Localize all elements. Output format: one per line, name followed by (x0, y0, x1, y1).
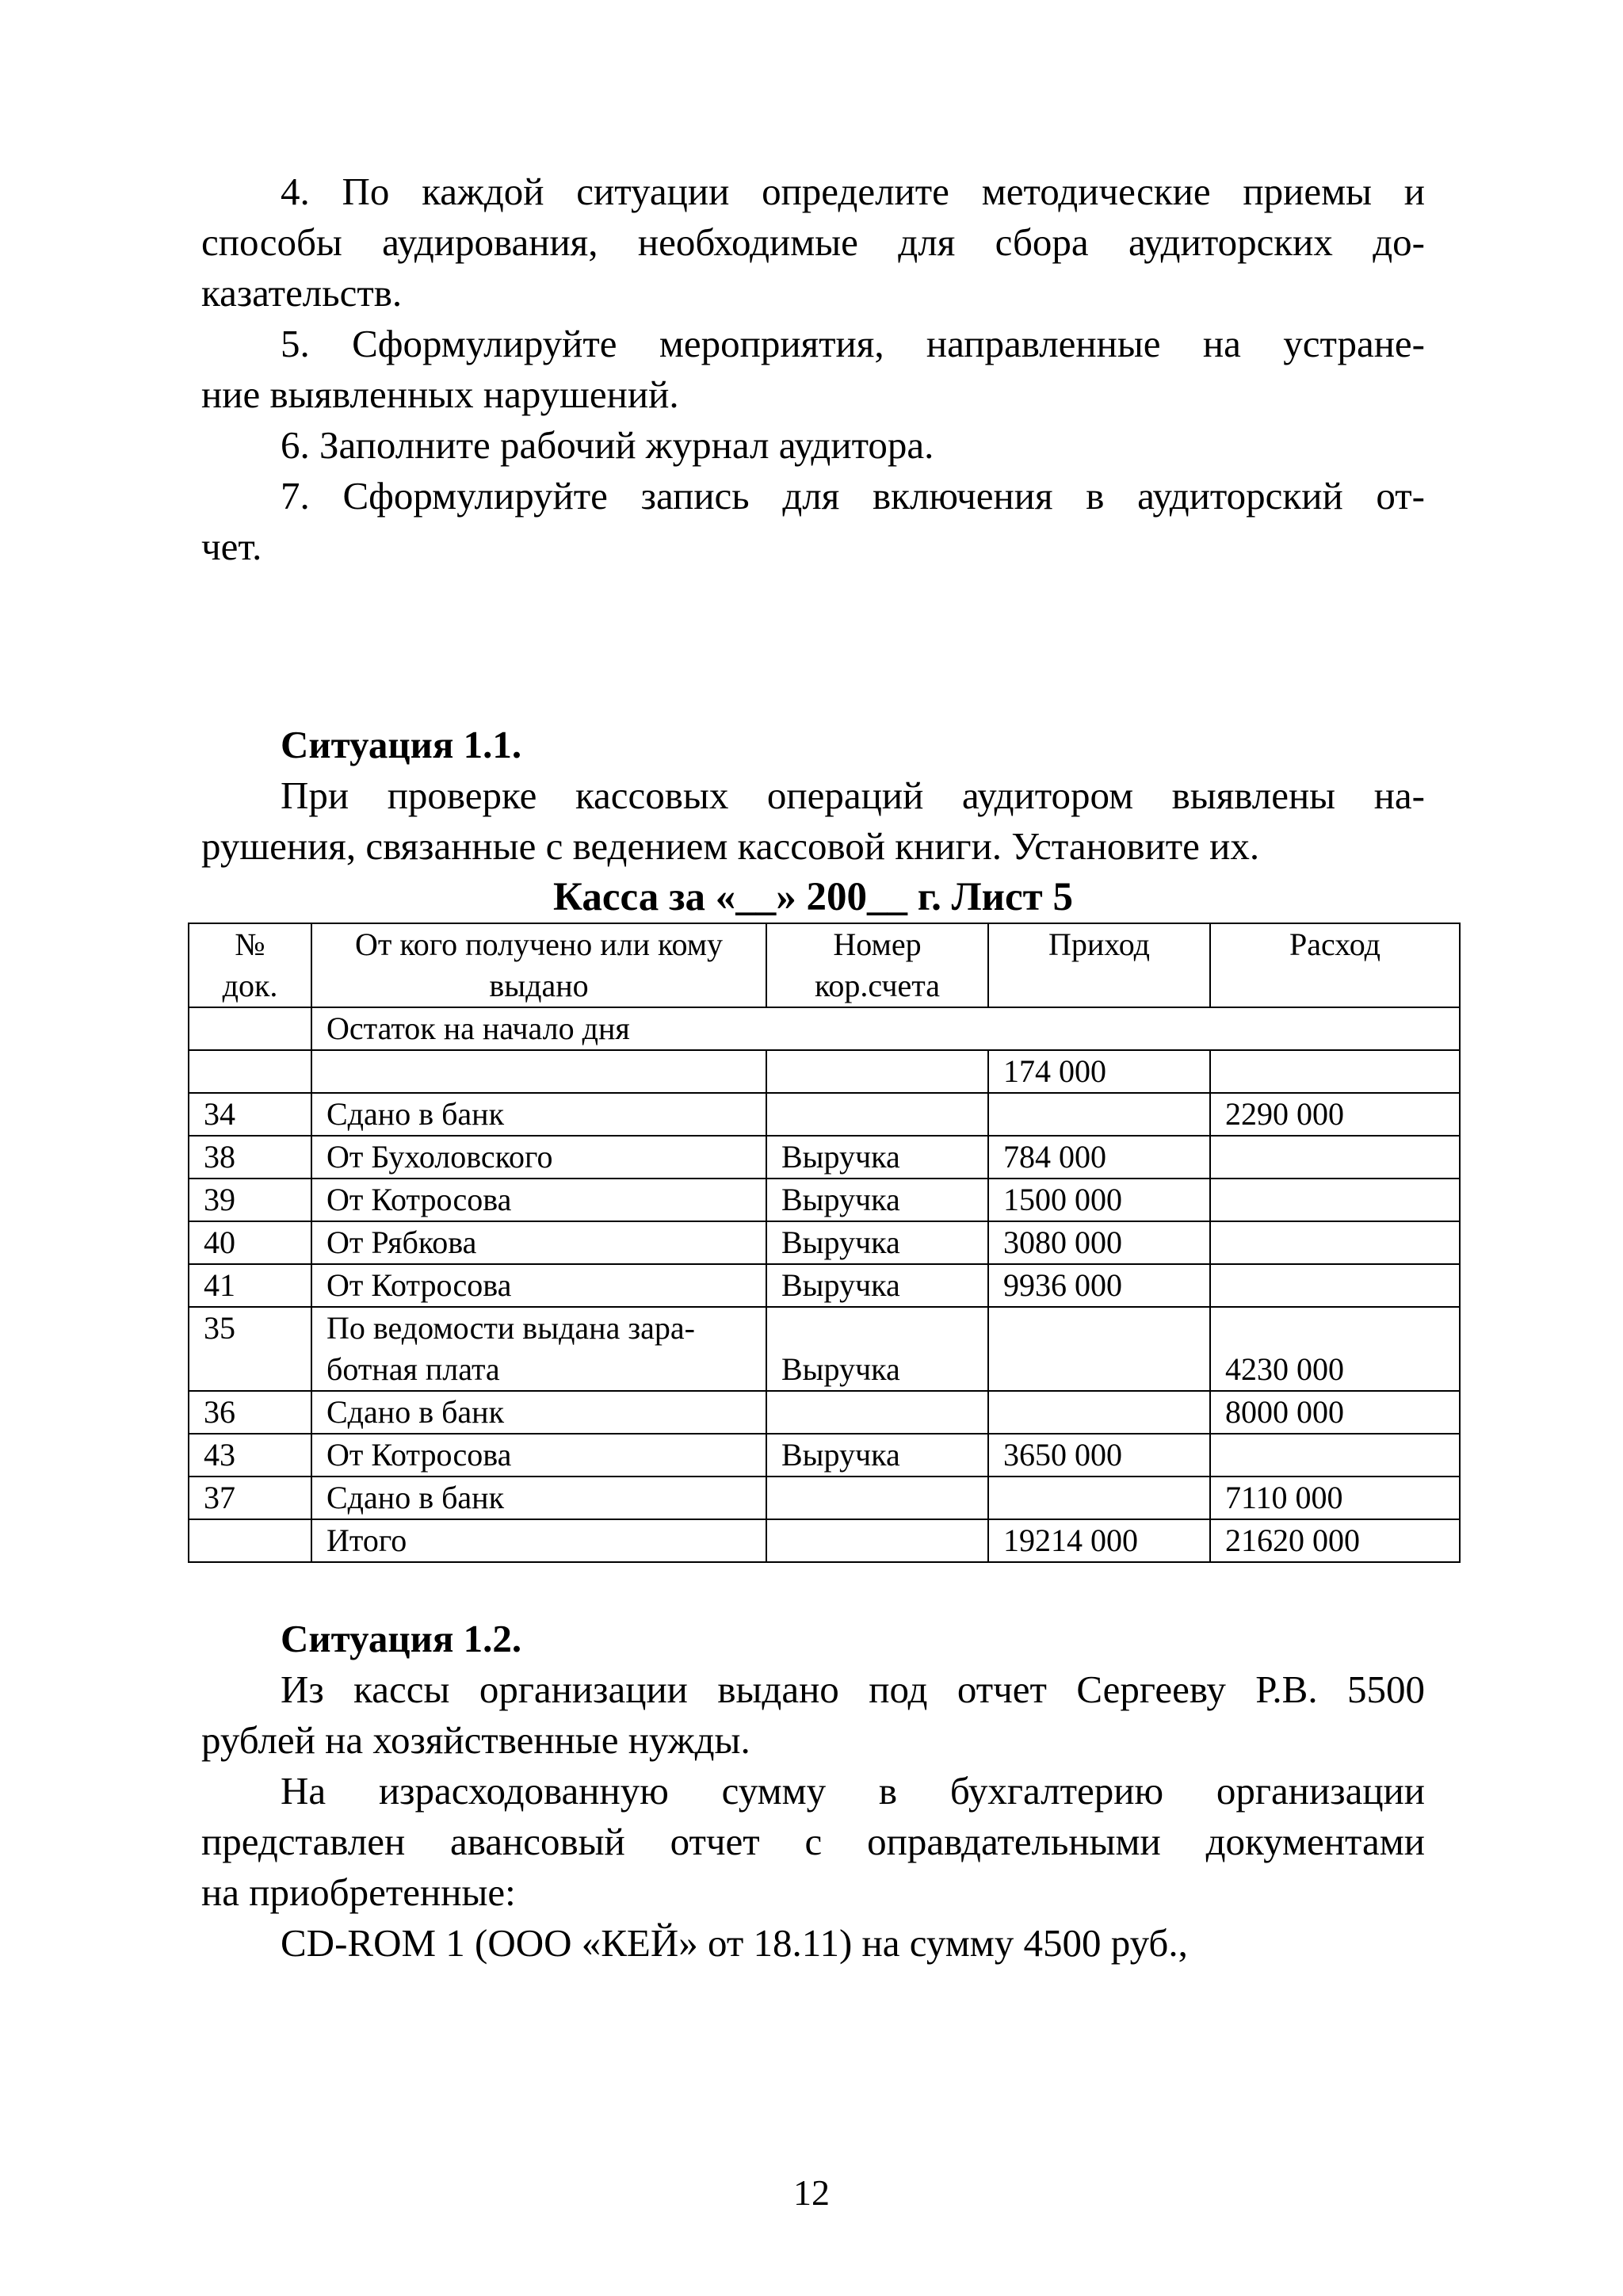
section-heading: Ситуация 1.2. (281, 1617, 522, 1660)
header-text: № (235, 926, 265, 962)
table-row-opening-label (189, 1007, 1460, 1050)
table-row (189, 1093, 1460, 1136)
cell-expense: 7110 000 (1210, 1477, 1460, 1519)
text-line: 6. Заполните рабочий журнал аудитора. (281, 423, 934, 467)
cell-income (988, 1307, 1210, 1391)
cell-income (988, 1477, 1210, 1519)
cell-doc (189, 1007, 311, 1050)
cell-doc: 43 (189, 1434, 311, 1477)
cell-doc (189, 1050, 311, 1093)
intro-item-4 (201, 166, 1425, 319)
text-line: CD-ROM 1 (ООО «КЕЙ» от 18.11) на сумму 4500 руб., (281, 1921, 1188, 1965)
text-line: 4. По каждой ситуации определите методические приемы и (281, 170, 1425, 213)
cell-income: 174 000 (988, 1050, 1210, 1093)
cell-expense: 2290 000 (1210, 1093, 1460, 1136)
table-row-opening-balance (189, 1050, 1460, 1093)
table-row-salary (189, 1307, 1460, 1391)
page-content (201, 166, 1425, 1969)
cell-income (988, 1093, 1210, 1136)
cell-account (766, 1477, 988, 1519)
text-line: При проверке кассовых операций аудитором выявлены на- (281, 774, 1425, 817)
cell-desc: От Котросова (311, 1434, 766, 1477)
header-from-to (311, 923, 766, 1007)
text-line: 5. Сформулируйте мероприятия, направленные на устране- (281, 322, 1425, 365)
spacer (201, 1563, 1425, 1614)
cell-account (766, 1093, 988, 1136)
cell-income: 1500 000 (988, 1179, 1210, 1221)
header-text: кор.счета (815, 968, 940, 1003)
situation-1-2 (201, 1614, 1425, 1969)
cell-opening-label: Остаток на начало дня (311, 1007, 1460, 1050)
table-row (189, 1477, 1460, 1519)
cell-expense (1210, 1136, 1460, 1179)
cell-account (766, 1519, 988, 1562)
cell-income: 3650 000 (988, 1434, 1210, 1477)
cell-expense (1210, 1050, 1460, 1093)
cell-desc: Сдано в банк (311, 1093, 766, 1136)
cell-doc: 37 (189, 1477, 311, 1519)
cell-doc: 39 (189, 1179, 311, 1221)
spacer (201, 572, 1425, 720)
cell-account (766, 1391, 988, 1434)
text-line: ние выявленных нарушений. (201, 372, 679, 416)
intro-item-5 (201, 319, 1425, 420)
header-doc-no (189, 923, 311, 1007)
cell-account: Выручка (766, 1307, 988, 1391)
intro-item-6 (201, 420, 1425, 471)
section-heading: Ситуация 1.1. (281, 723, 522, 766)
cell-income (988, 1391, 1210, 1434)
page-number: 12 (793, 2172, 830, 2213)
cell-doc: 35 (189, 1307, 311, 1391)
table-row (189, 1391, 1460, 1434)
cell-doc: 36 (189, 1391, 311, 1434)
header-text: От кого получено или кому (354, 926, 724, 962)
cell-account: Выручка (766, 1264, 988, 1307)
header-income: Приход (988, 923, 1210, 1007)
cell-account: Выручка (766, 1179, 988, 1221)
cell-expense (1210, 1264, 1460, 1307)
text-line: способы аудирования, необходимые для сбора аудиторских до- (201, 220, 1425, 264)
cell-total-label: Итого (311, 1519, 766, 1562)
table-row (189, 1179, 1460, 1221)
text-line: рублей на хозяйственные нужды. (201, 1718, 750, 1762)
cell-account (766, 1050, 988, 1093)
text-line: чет. (201, 525, 262, 568)
cell-expense (1210, 1221, 1460, 1264)
text-line: на приобретенные: (201, 1870, 516, 1914)
cell-desc-line: По ведомости выдана зара- (327, 1310, 695, 1346)
cell-expense (1210, 1434, 1460, 1477)
cell-doc: 40 (189, 1221, 311, 1264)
header-text: док. (222, 968, 278, 1003)
header-expense: Расход (1210, 923, 1460, 1007)
cell-account: Выручка (766, 1434, 988, 1477)
text-line: На израсходованную сумму в бухгалтерию организации (281, 1769, 1425, 1813)
cell-doc (189, 1519, 311, 1562)
text-line: представлен авансовый отчет с оправдательными документами (201, 1820, 1425, 1863)
cell-desc: От Бухоловского (311, 1136, 766, 1179)
table-row (189, 1434, 1460, 1477)
cell-desc (311, 1307, 766, 1391)
cell-expense: 4230 000 (1210, 1307, 1460, 1391)
cash-book-table (188, 923, 1461, 1563)
text-line: рушения, связанные с ведением кассовой книги. Установите их. (201, 824, 1260, 868)
cell-desc-line: ботная плата (327, 1351, 500, 1387)
cell-expense (1210, 1179, 1460, 1221)
cell-doc: 34 (189, 1093, 311, 1136)
cell-desc: От Котросова (311, 1264, 766, 1307)
header-account (766, 923, 988, 1007)
text-line: Из кассы организации выдано под отчет Сергееву Р.В. 5500 (281, 1668, 1425, 1711)
cell-expense: 8000 000 (1210, 1391, 1460, 1434)
table-header-row (189, 923, 1460, 1007)
situation-1-1 (201, 720, 1425, 872)
cell-account: Выручка (766, 1136, 988, 1179)
table-row (189, 1136, 1460, 1179)
cell-account: Выручка (766, 1221, 988, 1264)
cell-desc: От Котросова (311, 1179, 766, 1221)
cell-desc: Сдано в банк (311, 1477, 766, 1519)
cell-doc: 41 (189, 1264, 311, 1307)
cell-total-expense: 21620 000 (1210, 1519, 1460, 1562)
cell-desc: От Рябкова (311, 1221, 766, 1264)
text-line: 7. Сформулируйте запись для включения в аудиторский от- (281, 474, 1425, 518)
cell-doc: 38 (189, 1136, 311, 1179)
table-title: Касса за «__» 200__ г. Лист 5 (553, 875, 1073, 919)
header-text: Номер (833, 926, 922, 962)
text-line: казательств. (201, 271, 403, 315)
cell-income: 784 000 (988, 1136, 1210, 1179)
intro-item-7 (201, 471, 1425, 572)
cell-income: 9936 000 (988, 1264, 1210, 1307)
table-row-total (189, 1519, 1460, 1562)
cell-desc: Сдано в банк (311, 1391, 766, 1434)
cell-total-income: 19214 000 (988, 1519, 1210, 1562)
cell-desc (311, 1050, 766, 1093)
table-row (189, 1221, 1460, 1264)
cell-income: 3080 000 (988, 1221, 1210, 1264)
table-row (189, 1264, 1460, 1307)
header-text: выдано (489, 968, 589, 1003)
